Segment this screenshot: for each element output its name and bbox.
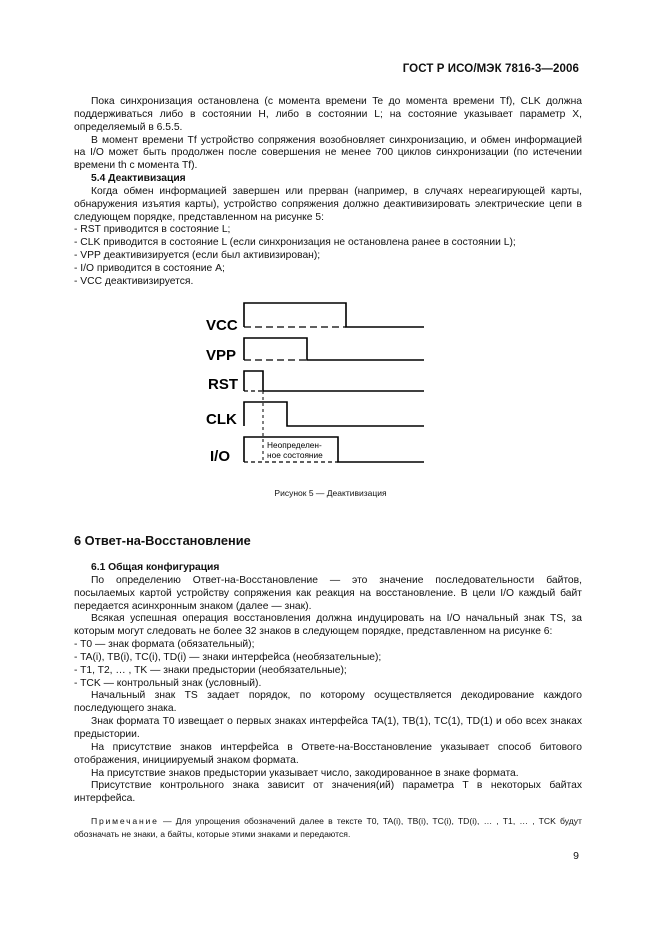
list-item: - T0 — знак формата (обязательный);	[74, 639, 582, 652]
signal-label-vpp: VPP	[206, 347, 237, 364]
signal-label-clk: CLK	[206, 411, 237, 428]
undefined-state-label-1: Неопределен-	[267, 440, 322, 450]
paragraph: Пока синхронизация остановлена (с момента времени Te до момента времени Tf), CLK должна поддерживаться либо в состоянии H, либо в состоянии L; на состояние указывает параметр X, определяемый в 6.5.5.	[74, 96, 582, 133]
note	[74, 815, 582, 840]
paragraph: В момент времени Tf устройство сопряжения возобновляет синхронизацию, и обмен информацией на I/O может быть продолжен после совершения не менее 700 циклов синхронизации (по истечении времени th с момента Tf).	[74, 134, 582, 172]
paragraph: Начальный знак TS задает порядок, по которому осуществляется декодирование каждого последующего знака.	[74, 690, 582, 715]
note-label: Примечание	[91, 816, 159, 826]
rst-waveform	[244, 371, 424, 391]
list-item: - T1, T2, … , TK — знаки предыстории (необязательные);	[74, 665, 582, 678]
paragraph: Всякая успешная операция восстановления должна индуцировать на I/O начальный знак TS, за которым могут следовать не более 32 знаков в следующем порядке, представленном на рисунке 6:	[74, 613, 582, 638]
signal-label-vcc: VCC	[206, 317, 238, 334]
section-title: 6 Ответ-на-Восстановление	[74, 533, 251, 548]
list-item: - RST приводится в состояние L;	[74, 224, 582, 237]
deactivation-timing-diagram	[196, 298, 436, 478]
page-number: 9	[573, 850, 579, 862]
note-text: — Для упрощения обозначений далее в тексте T0, TA(i), TB(i), TC(i), TD(i), … , T1, … , TCK будут обозначать не знаки, а байты, которые этими знаками и передаются.	[74, 816, 582, 839]
list-item: - TA(i), TB(i), TC(i), TD(i) — знаки интерфейса (необязательные);	[74, 652, 582, 665]
subsection-title: 5.4 Деактивизация	[91, 173, 186, 185]
list-item: - VCC деактивизируется.	[74, 276, 582, 289]
paragraph: Знак формата T0 извещает о первых знаках интерфейса TA(1), TB(1), TC(1), TD(1) и обо всех знаках предыстории.	[74, 716, 582, 740]
list-item: - VPP деактивизируется (если был активизирован);	[74, 250, 582, 263]
vcc-waveform	[244, 303, 424, 327]
list-item: - CLK приводится в состояние L (если синхронизация не остановлена ранее в состоянии L);	[74, 237, 582, 250]
section-6-text	[74, 562, 582, 806]
list-item: - I/O приводится в состояние A;	[74, 263, 582, 276]
vpp-waveform	[244, 338, 424, 360]
figure-caption: Рисунок 5 — Деактивизация	[274, 488, 387, 498]
paragraph: Присутствие контрольного знака зависит от значения(ий) параметра T в некоторых байтах интерфейса.	[74, 780, 582, 805]
undefined-state-label-2: ное состояние	[267, 450, 323, 460]
paragraph: Когда обмен информацией завершен или прерван (например, в случаях нереагирующей карты, обнаружения изъятия карты), устройство сопряжения должно деактивизировать электрические цепи в следующем порядке, представленном на рисунке 5:	[74, 185, 582, 223]
paragraph: На присутствие знаков интерфейса в Ответе-на-Восстановление указывает способ битового отображения, инициируемый знаком формата.	[74, 741, 582, 766]
document-code-header: ГОСТ Р ИСО/МЭК 7816-3—2006	[402, 63, 579, 75]
clk-waveform	[244, 402, 424, 426]
paragraph: На присутствие знаков предыстории указывает число, закодированное в знаке формата.	[91, 767, 519, 779]
subsection-title: 6.1 Общая конфигурация	[91, 562, 220, 573]
signal-label-rst: RST	[208, 376, 238, 393]
section-5-text	[74, 96, 582, 289]
signal-label-io: I/O	[210, 448, 231, 465]
paragraph: По определению Ответ-на-Восстановление — это значение последовательности байтов, посылаемых картой устройству сопряжения как реакция на восстановление. В цели I/O каждый байт передается асинхронным знаком (далее — знак).	[74, 574, 582, 612]
list-item: - TCK — контрольный знак (условный).	[74, 678, 582, 691]
